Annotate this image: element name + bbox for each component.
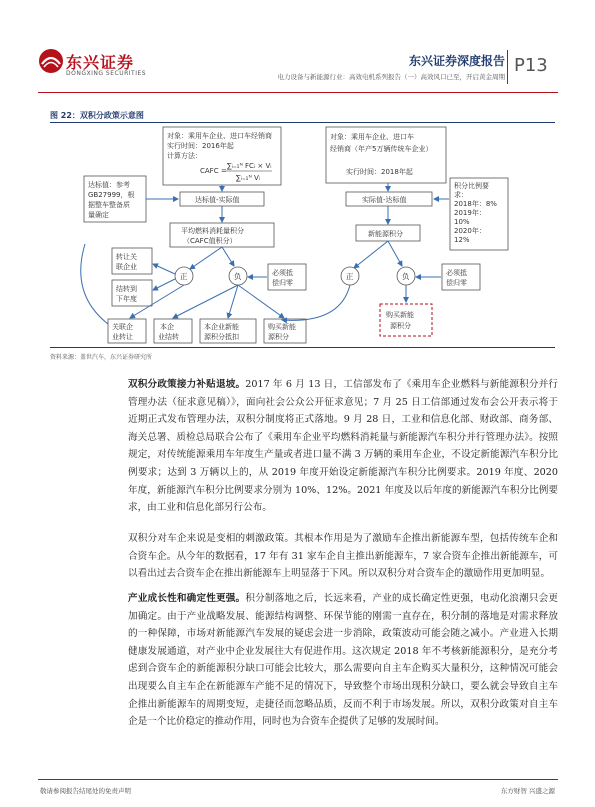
- formula-numerator: ∑ᵢ₌₁ᴺ FCᵢ × Vᵢ: [227, 162, 272, 170]
- right-compare-label: 实际值-达标值: [362, 196, 407, 204]
- right-must-offset-line1: 必须抵: [446, 269, 467, 277]
- side-note-line4: 量确定: [88, 211, 109, 219]
- ratio-line6: 2020年：: [454, 227, 486, 235]
- out-self-line2: 业结转: [158, 333, 179, 341]
- left-positive-label: 正: [180, 272, 188, 281]
- footer-rule: [38, 779, 558, 780]
- right-positive-label: 正: [346, 272, 354, 281]
- paragraph-3-body: 积分制落地之后，长远来看，产业的成长确定性更强，电动化浪潮只会更加确定。由于产业战略发展、能源结构调整、环保节能的刚需一直存在，积分制的落地是对需求释放的一种保障，市场对新能源汽车发展的疑虑会进一步消除，政策波动可能会随之减小。产业进入长期健康发展通道，对产业中企业发展往大有促进作用。这次规定 2018 年不考核新能源积分，是充分考虑到合资车企的新能源积分缺口可能会比较大，那么需要向自主车企购买大量积分，这种情况可能会出现要么自主车企在新能源车产能不足的情况下，导致整个市场出现积分缺口，要么就会导致自主车企推出新能源车的周期变短，走捷径而忽略品质，反而不利于市场发展。所以，双积分政策对自主车企是一个比价稳定的推动作用，同时也为合资车企提供了足够的发展时间。: [128, 593, 559, 728]
- page-header: [0, 0, 595, 100]
- right-buy-line2: 源积分: [390, 322, 411, 330]
- report-subtitle: 电力设备与新能源行业：高效电机系列报告（一）高效风口已至，开启黄金周期: [277, 73, 505, 81]
- company-name-cn: 东兴证券: [66, 53, 135, 72]
- header-rule: [38, 92, 558, 93]
- left-negative-label: 负: [234, 272, 242, 281]
- report-title: 东兴证券深度报告: [408, 54, 505, 68]
- right-target-line2: 经销商（年产5万辆传统车企业）: [330, 145, 433, 153]
- figure-source: 资料来源：盖世汽车，东兴证券研究所: [50, 354, 153, 361]
- dongxing-logo-icon: [38, 48, 64, 74]
- paragraph-3: [128, 590, 558, 731]
- company-name-en: DONGXING SECURITIES: [66, 70, 147, 77]
- paragraph-1-lead: 双积分政策接力补贴退坡。: [128, 379, 246, 390]
- paragraph-2: 双积分对车企来说是变相的刺激政策。其根本作用是为了激励车企推出新能源车型，包括传统车企和合资车企。从今年的数据看，17 年有 31 家车企自主推出新能源车，7 家合资车企推出新能源车，可以看出过去合资车企在推出新能源车上明显落于下风。所以双积分对合资车企的激励作用更加明显。: [128, 533, 558, 580]
- transfer-related-line1: 转让关: [116, 253, 137, 261]
- formula-left: CAFC =: [200, 167, 227, 175]
- left-result-label-2: （CAFC值积分）: [183, 237, 237, 245]
- ratio-line4: 2019年：: [454, 209, 486, 217]
- figure-top-rule: [50, 122, 555, 123]
- ratio-line7: 12%: [454, 236, 470, 244]
- footer-slogan: 东方财智 兴盛之源: [500, 787, 555, 795]
- out-self-line1: 本企: [160, 323, 174, 331]
- left-target-line1: 对象：乘用车企业、进口车经销商: [167, 132, 272, 140]
- paragraph-1-body: 2017 年 6 月 13 日，工信部发布了《乘用车企业燃料与新能源积分并行管理办法（征求意见稿）》，面向社会公众公开征求意见；7 月 25 日工信部通过发布会公开表示将于近期正式发布管理办法，双积分制度将正式落地。9 月 28 日，工业和信息化部、财政部、商务部、海关总署、质检总局联合公布了《乘用车企业平均燃料消耗量与新能源汽车积分并行管理办法》。按照规定，对传统能源乘用车年度生产量或者进口量不满 3 万辆的乘用车企业，不设定新能源汽车积分比例要求；达到 3 万辆以上的，从 2019 年度开始设定新能源汽车积分比例要求。2019 年度、2020 年度，新能源汽车积分比例要求分别为 10%、12%。2021 年度及以后年度的新能源汽车积分比例要求，由工业和信息化部另行公布。: [128, 379, 559, 514]
- side-note-line1: 达标值：参考: [88, 181, 130, 189]
- paragraph-1: [128, 376, 558, 517]
- left-result-label-1: 平均燃料消耗量积分: [181, 227, 244, 235]
- right-negative-label: 负: [402, 272, 410, 281]
- transfer-related-line2: 联企业: [116, 263, 137, 271]
- ratio-line5: 10%: [454, 218, 470, 226]
- out-buy-line2: 源积分: [268, 333, 289, 341]
- ratio-line1: 积分比例要: [454, 182, 489, 190]
- left-must-offset-line2: 偿归零: [272, 279, 293, 287]
- left-compare-label: 达标值-实际值: [195, 196, 240, 204]
- out-nev-line1: 本企业新能: [204, 323, 239, 331]
- carry-next-year-line2: 下年度: [116, 295, 137, 303]
- left-target-line3: 计算方法：: [167, 152, 202, 160]
- side-note-line3: 据整车整备质: [88, 201, 130, 209]
- right-target-line3: 实行时间：2018年起: [346, 168, 413, 176]
- figure-title: 图 22：双积分政策示意图: [50, 111, 144, 120]
- footer-disclaimer: 敬请参阅报告结尾处的免责声明: [40, 787, 131, 795]
- figure-bottom-rule: [50, 347, 555, 348]
- right-buy-line1: 购买新能: [386, 311, 414, 319]
- left-must-offset-line1: 必须抵: [272, 269, 293, 277]
- right-result-label: 新能源积分: [368, 230, 403, 238]
- out-nev-line2: 源积分抵扣: [204, 333, 239, 341]
- header-divider: [507, 50, 508, 84]
- out-buy-line1: 购买新能: [268, 323, 296, 331]
- out-related-line2: 业转让: [112, 333, 133, 341]
- right-target-line1: 对象：乘用车企业、进口车: [330, 133, 414, 141]
- side-note-line2: GB27999，根: [88, 191, 135, 199]
- formula-denominator: ∑ᵢ₌₁ᴺ Vᵢ: [236, 174, 261, 182]
- carry-next-year-line1: 结转到: [116, 285, 137, 293]
- page-number: P13: [514, 55, 548, 76]
- right-must-offset-line2: 偿归零: [446, 279, 467, 287]
- ratio-line2: 求：: [454, 191, 468, 199]
- ratio-line3: 2018年：8%: [454, 200, 497, 208]
- right-buy-credit-box: [380, 304, 432, 336]
- dual-credit-diagram: [50, 124, 555, 346]
- out-related-line1: 关联企: [112, 323, 133, 331]
- left-target-line2: 实行时间：2016年起: [167, 142, 234, 150]
- paragraph-3-lead: 产业成长性和确定性更强。: [128, 593, 246, 604]
